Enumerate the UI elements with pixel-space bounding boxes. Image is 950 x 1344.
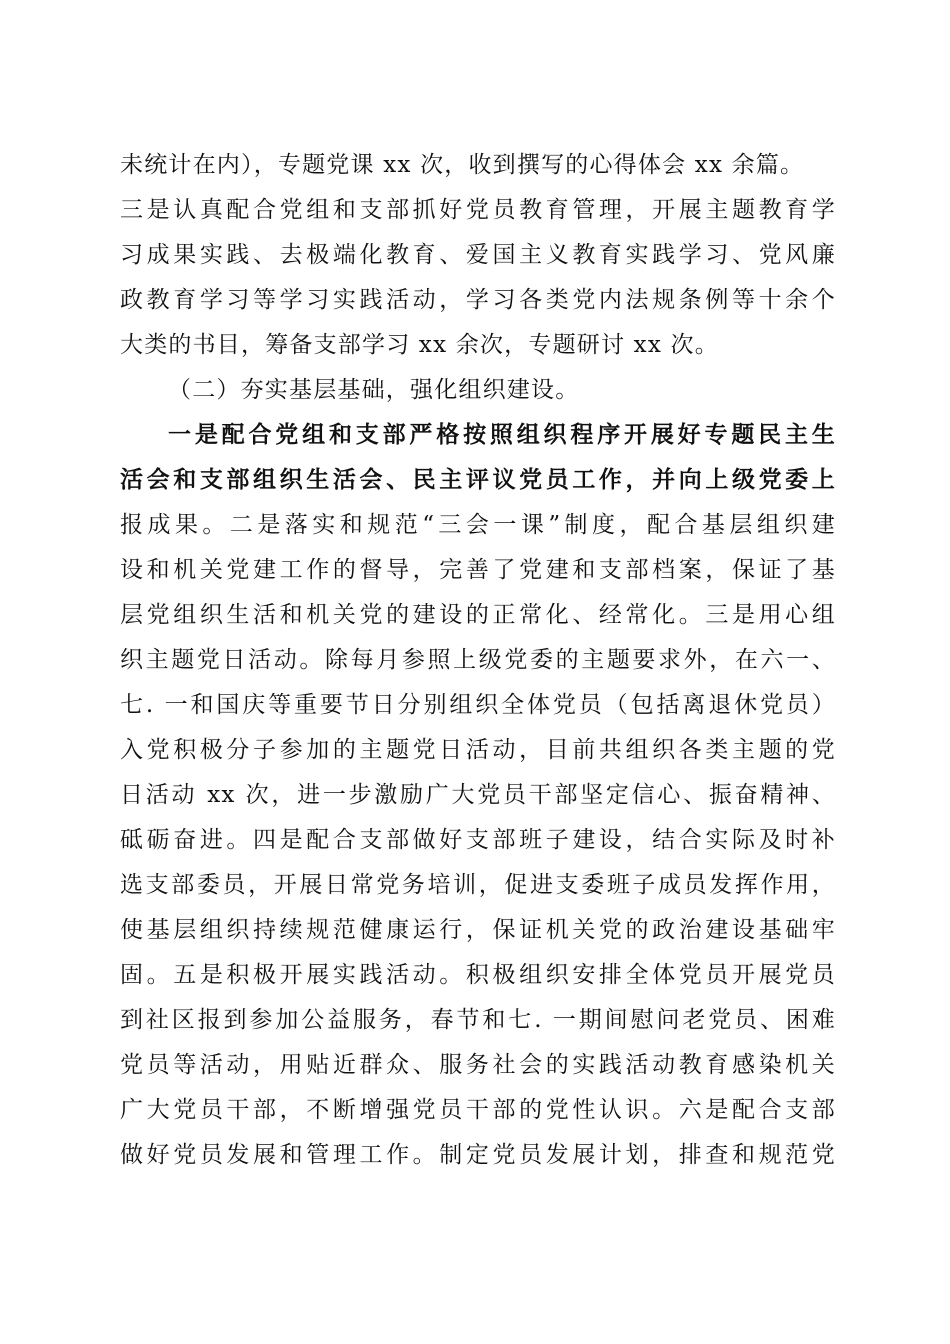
paragraph-line-16: 砥砺奋进。四是配合支部做好支部班子建设，结合实际及时补 — [120, 827, 836, 853]
paragraph-line-13: 七. 一和国庆等重要节日分别组织全体党员（包括离退休党员） — [120, 692, 836, 718]
paragraph-line-18: 使基层组织持续规范健康运行，保证机关党的政治建设基础牢 — [120, 917, 836, 943]
paragraph-line-11: 层党组织生活和机关党的建设的正常化、经常化。三是用心组 — [120, 602, 836, 628]
paragraph-line-9: 报成果。二是落实和规范“三会一课”制度，配合基层组织建 — [120, 512, 836, 538]
paragraph-line-1: 未统计在内），专题党课 xx 次，收到撰写的心得体会 xx 余篇。 — [120, 152, 805, 178]
paragraph-line-22: 广大党员干部，不断增强党员干部的党性认识。六是配合支部 — [120, 1097, 836, 1123]
paragraph-line-5: 大类的书目，筹备支部学习 xx 余次，专题研讨 xx 次。 — [120, 332, 719, 358]
paragraph-line-8: 活会和支部组织生活会、民主评议党员工作，并向上级党委上 — [120, 466, 836, 493]
paragraph-line-12: 织主题党日活动。除每月参照上级党委的主题要求外，在六一、 — [120, 647, 836, 673]
paragraph-line-17: 选支部委员，开展日常党务培训，促进支委班子成员发挥作用， — [120, 872, 836, 898]
paragraph-line-2: 三是认真配合党组和支部抓好党员教育管理，开展主题教育学 — [120, 197, 836, 223]
paragraph-line-7: 一是配合党组和支部严格按照组织程序开展好专题民主生 — [168, 421, 836, 448]
paragraph-line-4: 政教育学习等学习实践活动，学习各类党内法规条例等十余个 — [120, 287, 836, 313]
paragraph-line-20: 到社区报到参加公益服务，春节和七. 一期间慰问老党员、困难 — [120, 1007, 836, 1033]
paragraph-line-23: 做好党员发展和管理工作。制定党员发展计划，排查和规范党 — [120, 1142, 836, 1168]
paragraph-line-3: 习成果实践、去极端化教育、爱国主义教育实践学习、党风廉 — [120, 242, 836, 268]
paragraph-line-19: 固。五是积极开展实践活动。积极组织安排全体党员开展党员 — [120, 962, 836, 988]
paragraph-line-15: 日活动 xx 次，进一步激励广大党员干部坚定信心、振奋精神、 — [120, 782, 836, 808]
paragraph-line-14: 入党积极分子参加的主题党日活动，目前共组织各类主题的党 — [120, 737, 836, 763]
section-heading: （二）夯实基层基础，强化组织建设。 — [168, 377, 580, 403]
paragraph-line-10: 设和机关党建工作的督导，完善了党建和支部档案，保证了基 — [120, 557, 836, 583]
paragraph-line-21: 党员等活动，用贴近群众、服务社会的实践活动教育感染机关 — [120, 1052, 836, 1078]
